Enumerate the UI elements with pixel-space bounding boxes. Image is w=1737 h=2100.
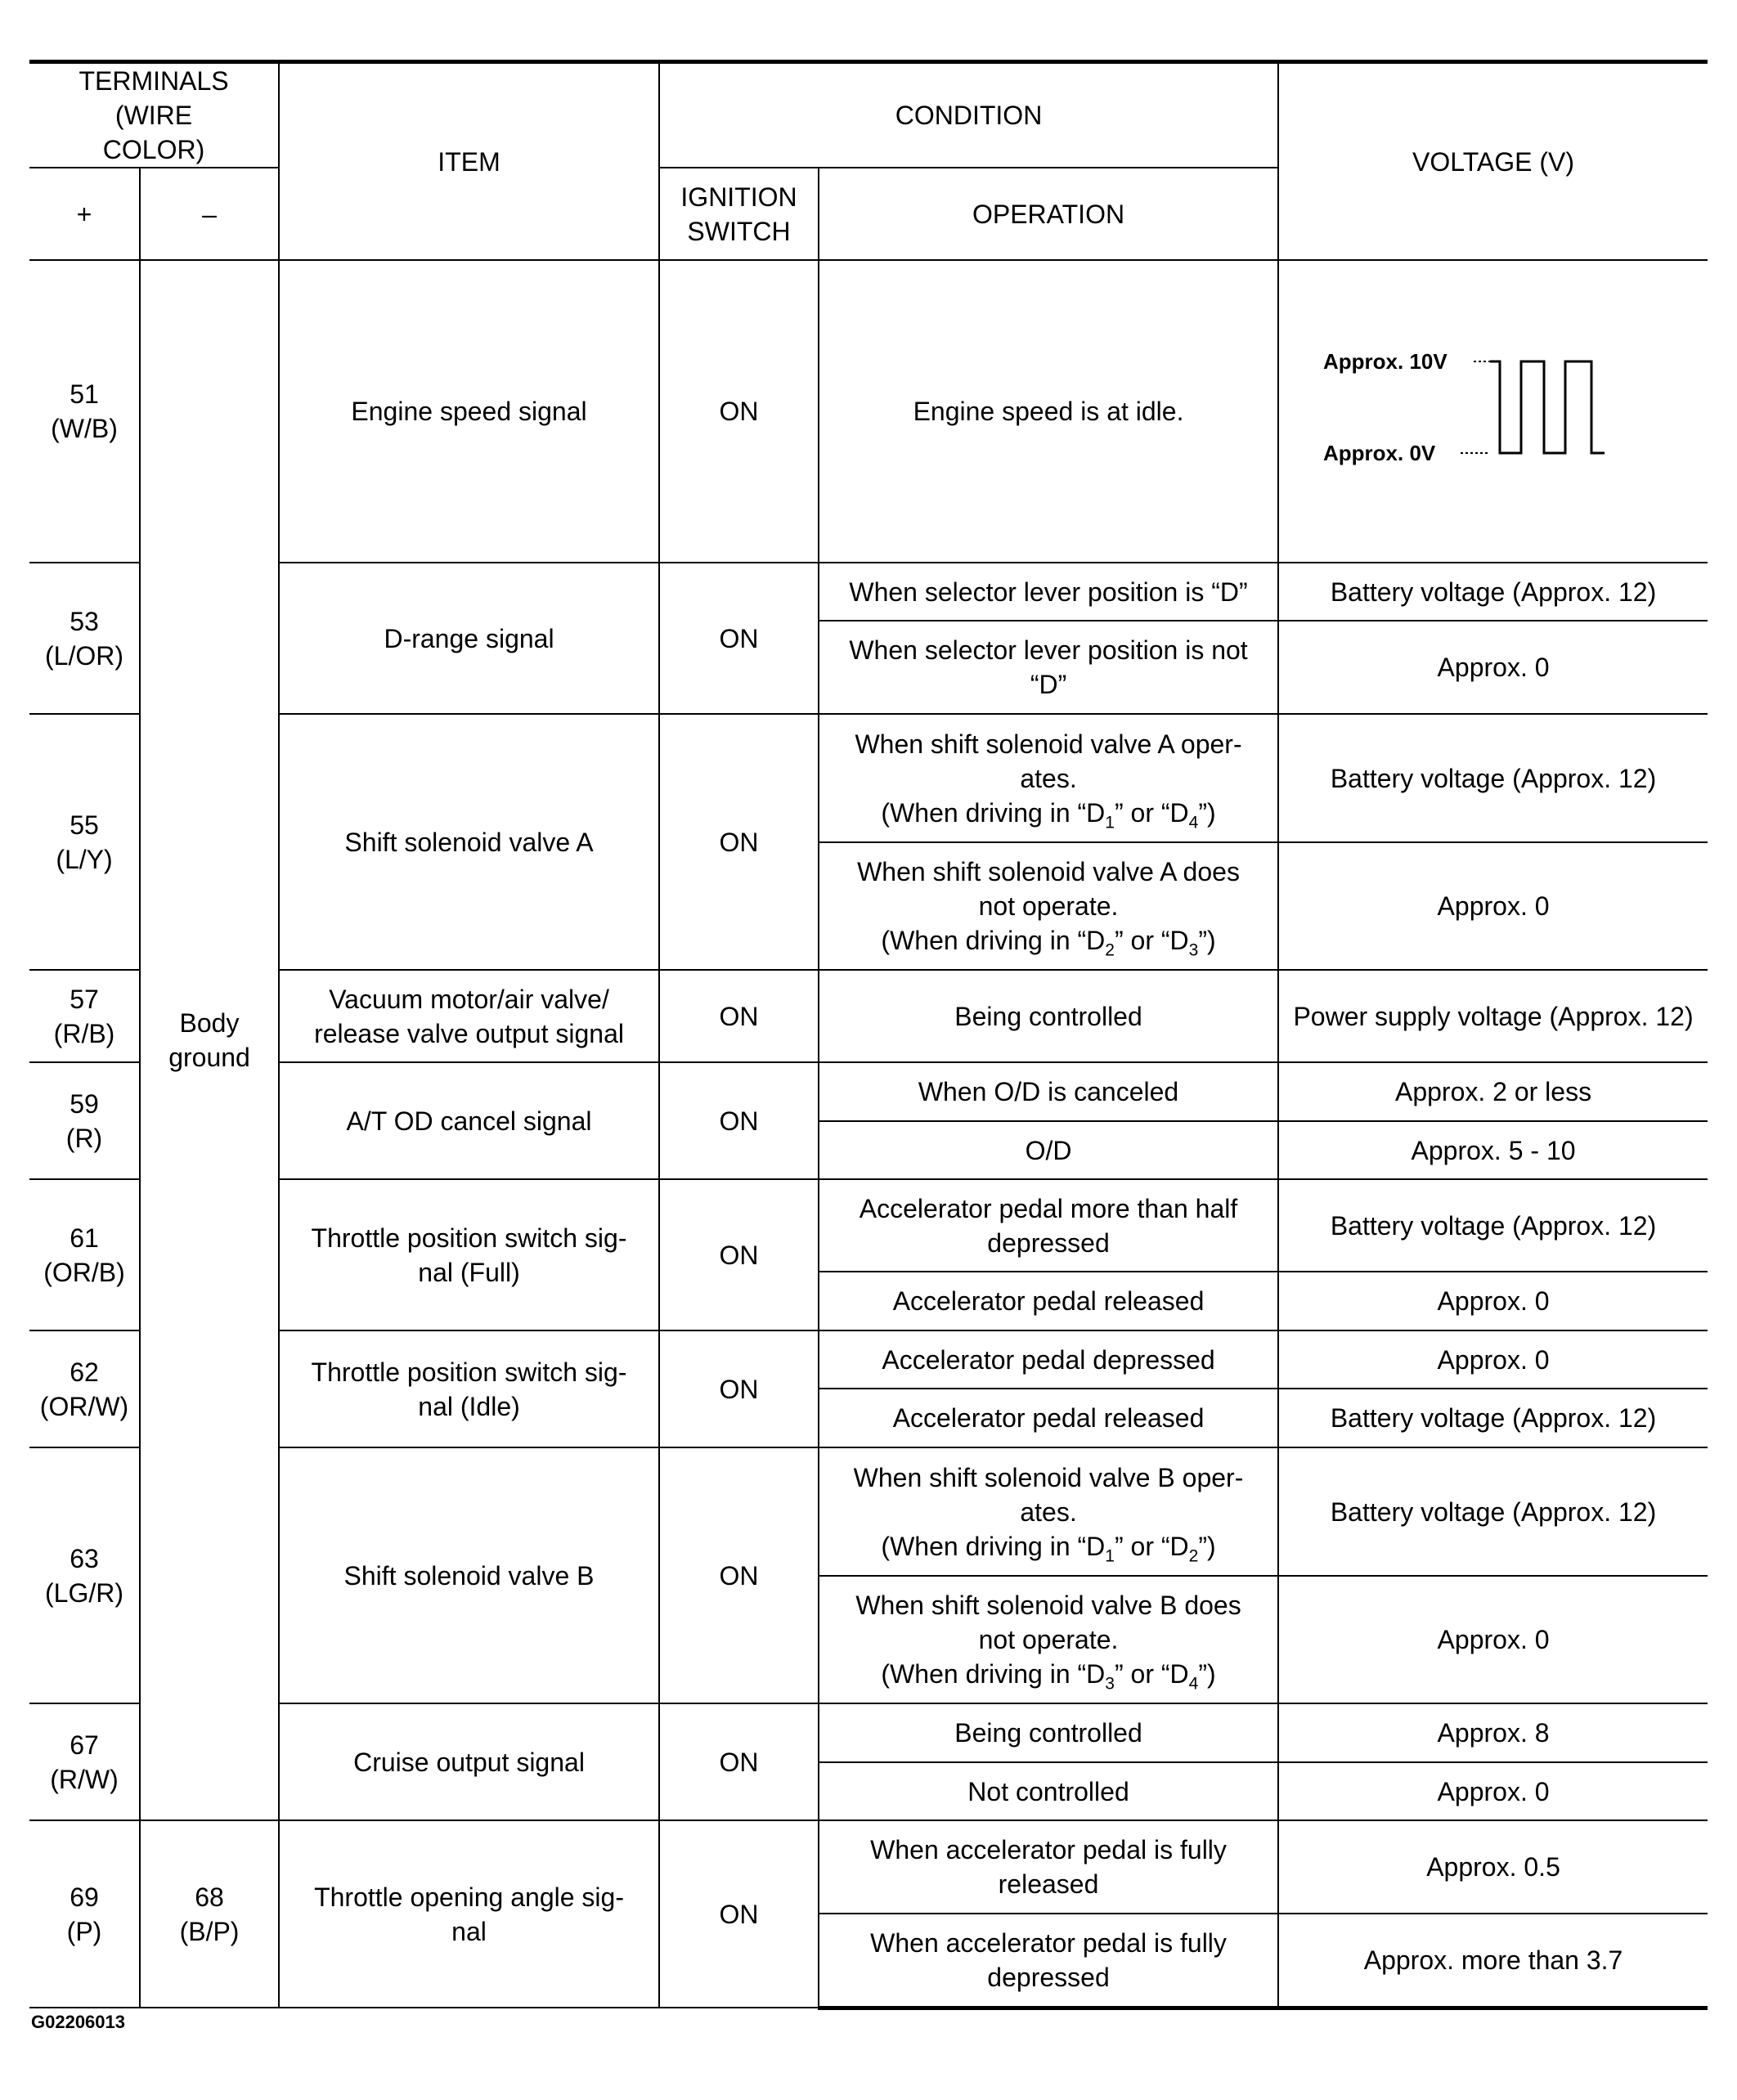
operation-cell: Accelerator pedal more than half depressed — [819, 1179, 1278, 1272]
table-row — [29, 260, 1708, 563]
ignition-cell: ON — [659, 260, 819, 563]
operation-line: not operate. — [978, 1625, 1119, 1654]
table-row — [29, 1820, 1708, 1914]
terminal-plus-cell — [29, 1820, 140, 2008]
terminal-voltage-table — [29, 60, 1708, 2010]
terminal-number: 51 — [70, 379, 99, 409]
terminal-plus-cell — [29, 563, 140, 714]
voltage-cell: Power supply voltage (Approx. 12) — [1278, 970, 1708, 1062]
voltage-cell: Approx. 0 — [1278, 1272, 1708, 1330]
item-cell: A/T OD cancel signal — [279, 1062, 659, 1179]
gear-subscript: 4 — [1188, 1674, 1199, 1694]
operation-line: not operate. — [978, 891, 1119, 921]
header-ignition-switch: IGNITION SWITCH — [659, 168, 819, 260]
voltage-cell: Approx. 8 — [1278, 1703, 1708, 1762]
operation-cell: Being controlled — [819, 1703, 1278, 1762]
ignition-cell: ON — [659, 1447, 819, 1703]
voltage-cell: Approx. more than 3.7 — [1278, 1914, 1708, 2008]
operation-cell — [819, 842, 1278, 970]
header-minus: – — [140, 168, 279, 260]
waveform-diagram — [1322, 313, 1665, 501]
ignition-cell: ON — [659, 1703, 819, 1820]
terminal-plus-cell — [29, 970, 140, 1062]
gear-subscript: 1 — [1105, 1546, 1115, 1565]
operation-line: When shift solenoid valve A does — [857, 857, 1240, 886]
operation-cell: Accelerator pedal released — [819, 1272, 1278, 1330]
item-cell: Cruise output signal — [279, 1703, 659, 1820]
terminal-number: 68 — [195, 1882, 224, 1912]
ignition-cell: ON — [659, 970, 819, 1062]
terminal-number: 53 — [70, 606, 99, 636]
terminal-number: 67 — [70, 1730, 99, 1760]
header-operation: OPERATION — [819, 168, 1278, 260]
waveform-high-label: Approx. 10V — [1323, 349, 1448, 374]
voltage-cell: Battery voltage (Approx. 12) — [1278, 1179, 1708, 1272]
operation-cell — [819, 714, 1278, 842]
operation-line: When shift solenoid valve B oper- — [853, 1462, 1244, 1492]
terminal-plus-cell — [29, 1179, 140, 1330]
terminal-wire-color: (R) — [65, 1123, 103, 1153]
operation-driving: (When driving in “$D_1$” or “$D_2$”) — [881, 1531, 1216, 1565]
operation-driving: (When driving in “$D_1$” or “$D_4$”) — [881, 797, 1216, 832]
table-row — [29, 970, 1708, 1062]
item-cell: Shift solenoid valve A — [279, 714, 659, 970]
header-voltage: VOLTAGE (V) — [1278, 62, 1708, 261]
item-cell: Vacuum motor/air valve/ release valve output signal — [279, 970, 659, 1062]
terminal-wire-color: (L/OR) — [45, 640, 123, 671]
voltage-cell — [1278, 260, 1708, 563]
terminal-number: 69 — [70, 1882, 99, 1912]
ignition-cell: ON — [659, 714, 819, 970]
body-ground-cell: Body ground — [140, 260, 279, 1820]
voltage-cell: Approx. 0 — [1278, 1576, 1708, 1703]
header-item: ITEM — [279, 62, 659, 261]
operation-cell: Accelerator pedal released — [819, 1389, 1278, 1447]
operation-cell: Not controlled — [819, 1762, 1278, 1820]
ignition-cell: ON — [659, 1330, 819, 1447]
item-cell: Throttle position switch sig- nal (Idle) — [279, 1330, 659, 1447]
table-row — [29, 1330, 1708, 1389]
operation-cell: When accelerator pedal is fully depressed — [819, 1914, 1278, 2008]
terminal-wire-color: (OR/B) — [43, 1257, 125, 1287]
operation-cell — [819, 1447, 1278, 1576]
item-cell: Engine speed signal — [279, 260, 659, 563]
operation-cell: O/D — [819, 1121, 1278, 1179]
table-row — [29, 714, 1708, 842]
voltage-cell: Approx. 0 — [1278, 621, 1708, 714]
voltage-cell: Approx. 0 — [1278, 1330, 1708, 1389]
terminal-plus-cell — [29, 1330, 140, 1447]
item-cell: Shift solenoid valve B — [279, 1447, 659, 1703]
voltage-cell: Battery voltage (Approx. 12) — [1278, 1447, 1708, 1576]
ignition-cell: ON — [659, 1820, 819, 2008]
terminal-minus-cell — [140, 1820, 279, 2008]
ignition-cell: ON — [659, 1062, 819, 1179]
operation-cell: Engine speed is at idle. — [819, 260, 1278, 563]
gear-subscript: 2 — [1105, 940, 1115, 960]
voltage-cell: Battery voltage (Approx. 12) — [1278, 1389, 1708, 1447]
gear-subscript: 1 — [1105, 812, 1115, 832]
waveform-pulse-line — [1490, 361, 1605, 453]
terminal-number: 55 — [70, 810, 99, 840]
ignition-cell: ON — [659, 1179, 819, 1330]
voltage-cell: Approx. 2 or less — [1278, 1062, 1708, 1121]
figure-code: G02206013 — [31, 2012, 125, 2032]
terminal-wire-color: (W/B) — [51, 414, 118, 443]
item-cell: D-range signal — [279, 563, 659, 714]
terminal-plus-cell — [29, 714, 140, 970]
table-row — [29, 1179, 1708, 1272]
operation-cell: Being controlled — [819, 970, 1278, 1062]
ignition-cell: ON — [659, 563, 819, 714]
operation-cell: When O/D is canceled — [819, 1062, 1278, 1121]
terminal-wire-color: (R/W) — [50, 1764, 119, 1794]
operation-cell: Accelerator pedal depressed — [819, 1330, 1278, 1389]
item-cell: Throttle opening angle sig- nal — [279, 1820, 659, 2008]
terminal-number: 63 — [70, 1543, 99, 1573]
terminal-wire-color: (B/P) — [179, 1916, 240, 1946]
table-row — [29, 1703, 1708, 1762]
voltage-cell: Battery voltage (Approx. 12) — [1278, 563, 1708, 621]
gear-subscript: 3 — [1105, 1674, 1115, 1694]
item-cell: Throttle position switch sig- nal (Full) — [279, 1179, 659, 1330]
terminal-plus-cell — [29, 260, 140, 563]
table-row — [29, 1447, 1708, 1576]
terminal-wire-color: (OR/W) — [39, 1391, 129, 1421]
terminal-wire-color: (LG/R) — [45, 1577, 123, 1608]
terminal-plus-cell — [29, 1703, 140, 1820]
terminal-wire-color: (L/Y) — [56, 844, 113, 874]
terminal-number: 62 — [70, 1357, 99, 1387]
terminal-wire-color: (P) — [66, 1916, 102, 1946]
terminal-number: 59 — [70, 1088, 99, 1119]
header-plus: + — [29, 168, 140, 260]
voltage-cell: Battery voltage (Approx. 12) — [1278, 714, 1708, 842]
terminal-number: 57 — [70, 984, 99, 1014]
table-row — [29, 1062, 1708, 1121]
voltage-cell: Approx. 0 — [1278, 842, 1708, 970]
operation-line: When shift solenoid valve B does — [855, 1591, 1241, 1620]
gear-subscript: 4 — [1188, 812, 1199, 832]
gear-subscript: 2 — [1188, 1546, 1199, 1565]
terminal-plus-cell — [29, 1062, 140, 1179]
waveform-low-label: Approx. 0V — [1323, 441, 1436, 465]
terminal-plus-cell — [29, 1447, 140, 1703]
operation-line: When shift solenoid valve A oper- — [855, 729, 1242, 759]
terminal-number: 61 — [70, 1223, 99, 1253]
operation-line: ates. — [1020, 763, 1077, 793]
operation-driving: (When driving in “$D_3$” or “$D_4$”) — [881, 1659, 1216, 1694]
operation-cell: When accelerator pedal is fully released — [819, 1820, 1278, 1914]
table-row — [29, 563, 1708, 621]
voltage-cell: Approx. 0 — [1278, 1762, 1708, 1820]
terminal-wire-color: (R/B) — [53, 1018, 115, 1048]
voltage-cell: Approx. 5 - 10 — [1278, 1121, 1708, 1179]
operation-driving: (When driving in “$D_2$” or “$D_3$”) — [881, 926, 1216, 960]
operation-line: ates. — [1020, 1496, 1077, 1527]
operation-cell — [819, 1576, 1278, 1703]
header-terminals: TERMINALS (WIRE COLOR) — [29, 62, 279, 168]
operation-cell: When selector lever position is not “D” — [819, 621, 1278, 714]
voltage-cell: Approx. 0.5 — [1278, 1820, 1708, 1914]
gear-subscript: 3 — [1188, 940, 1199, 960]
operation-cell: When selector lever position is “D” — [819, 563, 1278, 621]
header-condition: CONDITION — [659, 62, 1278, 168]
